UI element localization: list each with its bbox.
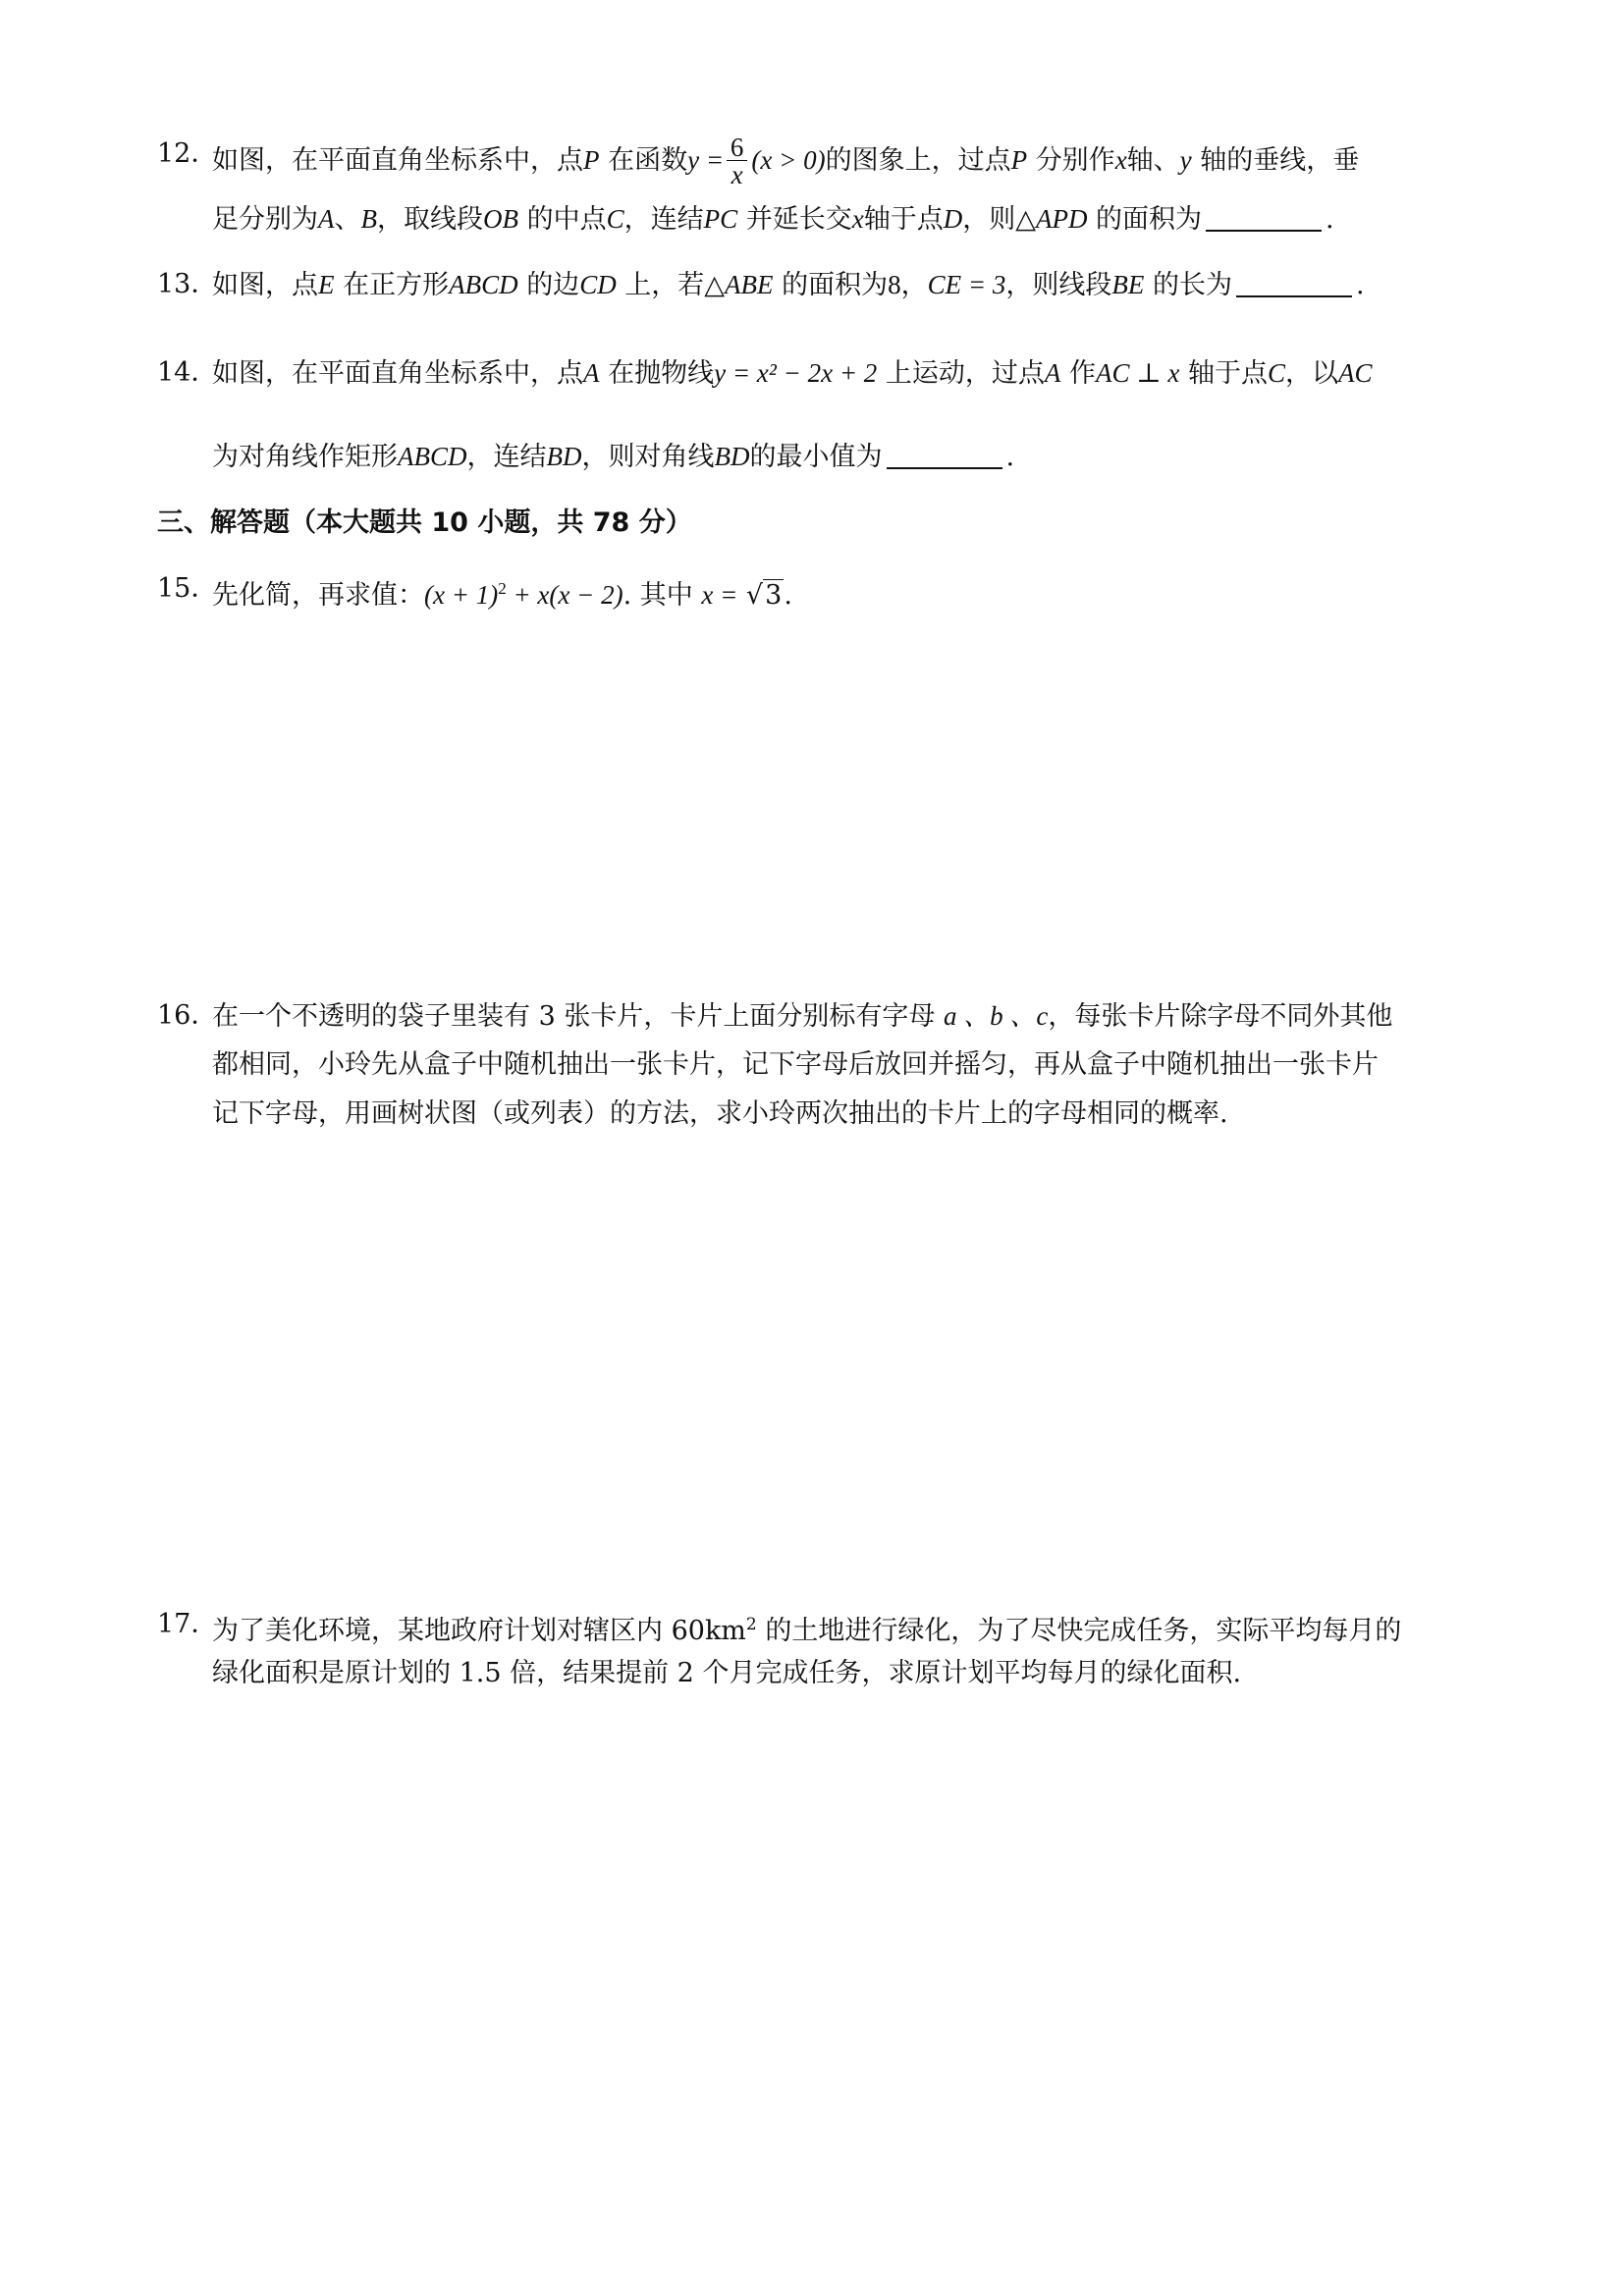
answer-blank-12 bbox=[1206, 204, 1322, 232]
question-15-number: 15． bbox=[157, 573, 218, 604]
question-15-line-1: 先化简，再求值：$(x + 1)^2 + x(x - 2)$. 其中 x = √3. bbox=[212, 569, 792, 615]
square-root-3: √3 bbox=[745, 580, 783, 611]
question-16-number: 16． bbox=[157, 1000, 218, 1031]
answer-blank-13 bbox=[1236, 270, 1352, 297]
question-17-number: 17． bbox=[157, 1609, 218, 1639]
question-17-line-1: 为了美化环境，某地政府计划对辖区内 $60km^2$ 的土地进行绿化，为了尽快完成任务，实际平均每月的 bbox=[212, 1615, 1402, 1646]
question-14-line-1: 如图，在平面直角坐标系中，点A 在抛物线y = x² − 2x + 2 上运动，过点A 作AC ⊥ x 轴于点C，以AC bbox=[212, 358, 1373, 389]
question-16-line-2: 都相同，小玲先从盒子中随机抽出一张卡片，记下字母后放回并摇匀，再从盒子中随机抽出一张卡片 bbox=[212, 1049, 1379, 1080]
question-14-line-2: 为对角线作矩形ABCD，连结BD，则对角线BD的最小值为 . bbox=[212, 442, 1015, 472]
answer-blank-14 bbox=[887, 442, 1002, 469]
question-14-number: 14． bbox=[157, 357, 218, 388]
question-12-line-1: 如图，在平面直角坐标系中，点P 在函数y = $\frac{6}{x}$ (x > 0)的图象上，过点P 分别作x轴、y 轴的垂线，垂 bbox=[212, 133, 1360, 189]
question-13-line-1: 如图，点E 在正方形ABCD 的边CD 上，若△ABE 的面积为8，CE = 3，则线段BE 的长为 . bbox=[212, 270, 1365, 300]
question-16-line-1: 在一个不透明的袋子里装有 3 张卡片，卡片上面分别标有字母 a 、b 、c，每张卡片除字母不同外其他 bbox=[212, 1001, 1393, 1032]
section-3-heading: 三、解答题（本大题共 10 小题，共 78 分） bbox=[157, 507, 692, 538]
question-17-line-2: 绿化面积是原计划的 1.5 倍，结果提前 2 个月完成任务，求原计划平均每月的绿化面积. bbox=[212, 1658, 1242, 1688]
fraction-6-over-x: $\frac{6}{x}$ bbox=[727, 134, 748, 188]
question-16-line-3: 记下字母，用画树状图（或列表）的方法，求小玲两次抽出的卡片上的字母相同的概率. bbox=[212, 1098, 1228, 1129]
question-12-line-2: 足分别为A、B，取线段OB 的中点C，连结PC 并延长交x轴于点D，则△APD 的面积为 . bbox=[212, 204, 1334, 235]
question-13-number: 13． bbox=[157, 269, 218, 299]
question-12-number: 12． bbox=[157, 138, 218, 169]
